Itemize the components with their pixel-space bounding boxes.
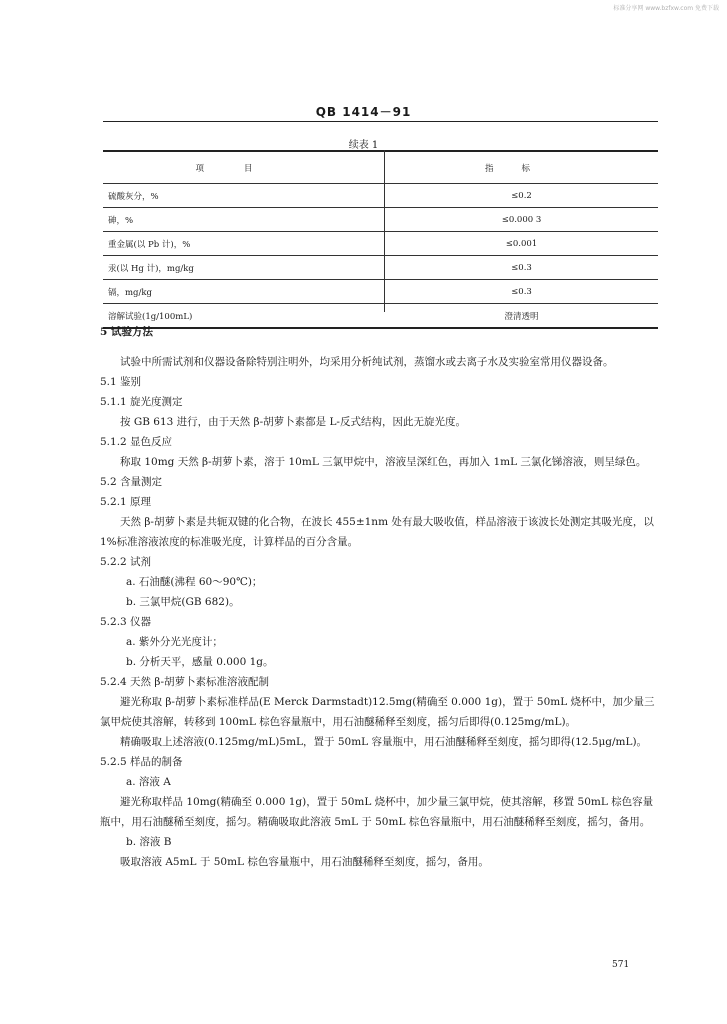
row-value: ≤0.3 xyxy=(511,262,532,273)
paragraph: 吸取溶液 A5mL 于 50mL 棕色容量瓶中，用石油醚稀释至刻度，摇匀，备用。 xyxy=(120,856,489,868)
paragraph: 称取 10mg 天然 β-胡萝卜素，溶于 10mL 三氯甲烷中，溶液呈深红色，再加入 1mL 三氯化锑溶液，则呈绿色。 xyxy=(120,456,647,468)
page-number: 571 xyxy=(612,960,630,970)
list-item: a. 溶液 A xyxy=(126,776,171,788)
spec-table xyxy=(103,150,658,329)
table-title: 续表 1 xyxy=(348,140,379,151)
row-value: ≤0.000 3 xyxy=(501,214,542,225)
row-item: 溶解试验(1g/100mL) xyxy=(108,311,193,322)
header-rule xyxy=(103,121,658,122)
subsection-heading: 5.2 含量测定 xyxy=(100,476,163,488)
subsection-heading: 5.2.2 试剂 xyxy=(100,556,152,568)
paragraph: 避光称取样品 10mg(精确至 0.000 1g)，置于 50mL 烧杯中，加少量三氯甲烷，使其溶解，移置 50mL 棕色容量瓶中，用石油醚稀至刻度，摇匀。精确吸取此溶液 5mL 于 50mL 棕色容量瓶中，用石油醚稀释至刻度，摇匀，备用。 xyxy=(100,796,654,828)
list-item: b. 溶液 B xyxy=(126,836,172,848)
paragraph: 精确吸取上述溶液(0.125mg/mL)5mL，置于 50mL 容量瓶中，用石油醚稀释至刻度，摇匀即得(12.5μg/mL)。 xyxy=(120,736,648,748)
row-item: 砷，% xyxy=(108,215,134,226)
table-header-row xyxy=(103,150,658,183)
document-body xyxy=(100,322,660,872)
header-item: 项目 xyxy=(195,163,293,174)
list-item: a. 紫外分光光度计； xyxy=(126,636,223,648)
subsection-heading: 5.1.2 显色反应 xyxy=(100,436,173,448)
subsection-heading: 5.1 鉴别 xyxy=(100,376,142,388)
paragraph: 避光称取 β-胡萝卜素标准样品(E Merck Darmstadt)12.5mg(精确至 0.000 1g)，置于 50mL 烧杯中，加少量三氯甲烷使其溶解，转移到 100mL 棕色容量瓶中，用石油醚稀释至刻度，摇匀后即得(0.125mg/mL)。 xyxy=(100,696,655,728)
row-item: 汞(以 Hg 计)，mg/kg xyxy=(108,263,194,274)
row-value: 澄清透明 xyxy=(504,311,539,322)
row-item: 镉，mg/kg xyxy=(108,287,152,298)
row-value: ≤0.001 xyxy=(505,238,538,249)
row-item: 硫酸灰分，% xyxy=(108,191,159,202)
table-row xyxy=(103,279,658,303)
table-row xyxy=(103,255,658,279)
header-spec: 指标 xyxy=(484,163,558,174)
subsection-heading: 5.2.1 原理 xyxy=(100,496,152,508)
table-row xyxy=(103,207,658,231)
watermark-text: 标准分享网 www.bzfxw.com 免费下载 xyxy=(613,5,719,12)
table-column-divider xyxy=(384,150,385,312)
table-row xyxy=(103,231,658,255)
subsection-heading: 5.2.4 天然 β-胡萝卜素标准溶液配制 xyxy=(100,676,270,688)
row-value: ≤0.2 xyxy=(511,190,532,201)
list-item: b. 三氯甲烷(GB 682)。 xyxy=(126,596,240,608)
subsection-heading: 5.2.3 仪器 xyxy=(100,616,152,628)
subsection-heading: 5.2.5 样品的制备 xyxy=(100,756,183,768)
row-value: ≤0.3 xyxy=(511,286,532,297)
table-row xyxy=(103,183,658,207)
paragraph: 天然 β-胡萝卜素是共轭双键的化合物，在波长 455±1nm 处有最大吸收值，样品溶液于该波长处测定其吸光度，以 1%标准溶液浓度的标准吸光度，计算样品的百分含量。 xyxy=(100,516,654,548)
row-item: 重金属(以 Pb 计)，% xyxy=(108,239,191,250)
paragraph: 按 GB 613 进行，由于天然 β-胡萝卜素都是 L-反式结构，因此无旋光度。 xyxy=(120,416,466,428)
subsection-heading: 5.1.1 旋光度测定 xyxy=(100,396,183,408)
standard-number-header: QB 1414－91 xyxy=(315,105,412,119)
list-item: a. 石油醚(沸程 60～90℃)； xyxy=(126,576,263,588)
paragraph: 试验中所需试剂和仪器设备除特别注明外，均采用分析纯试剂，蒸馏水或去离子水及实验室常用仪器设备。 xyxy=(120,356,614,368)
list-item: b. 分析天平，感量 0.000 1g。 xyxy=(126,656,274,668)
section-heading: 5 试验方法 xyxy=(100,326,153,338)
